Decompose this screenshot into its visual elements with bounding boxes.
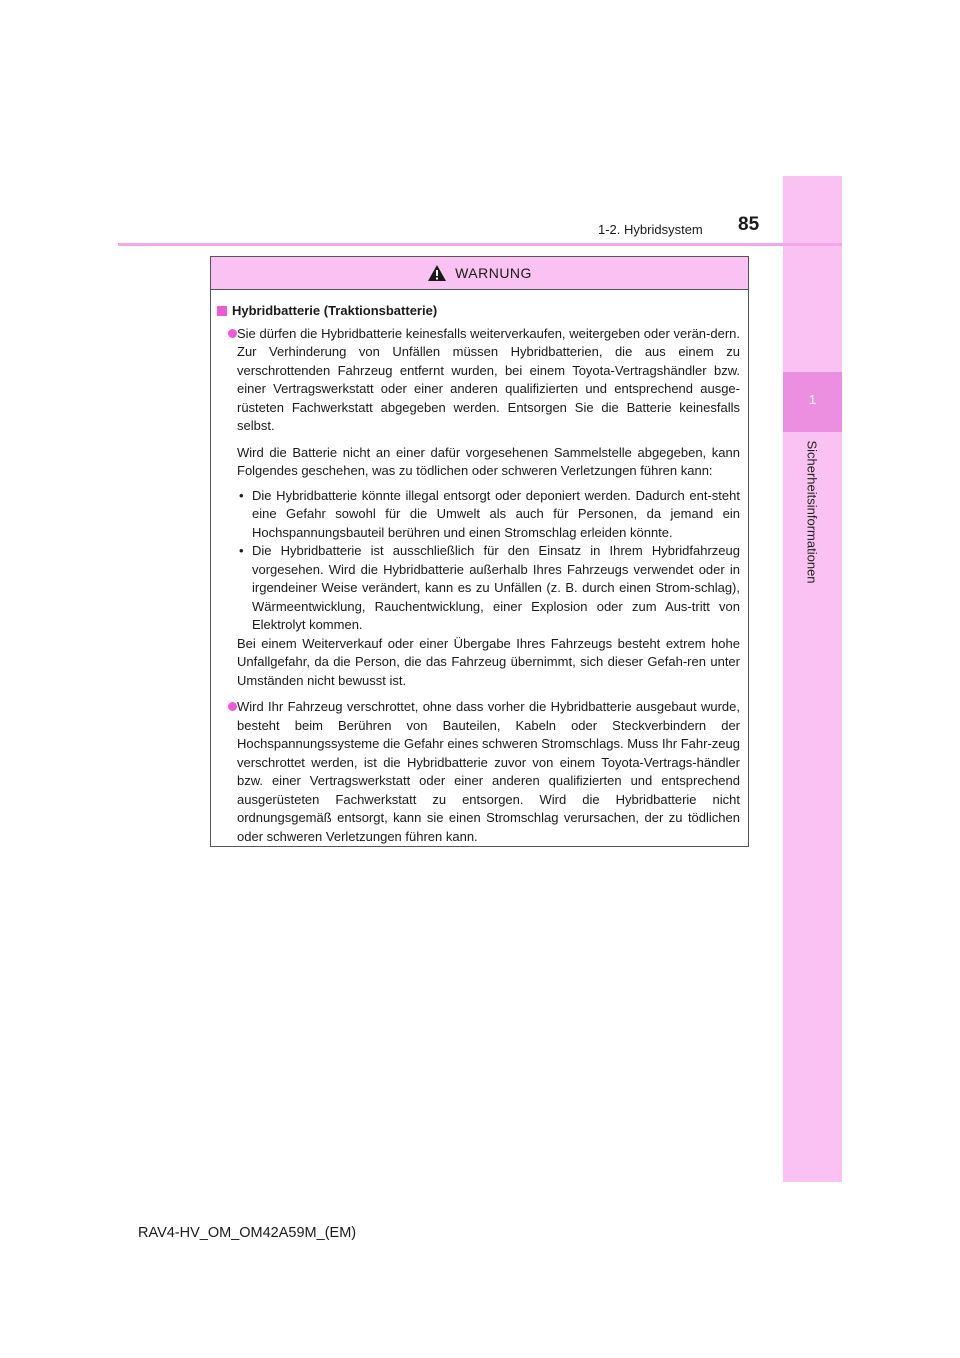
- page-number: 85: [738, 214, 760, 235]
- paragraph: Wird Ihr Fahrzeug verschrottet, ohne dass vorher die Hybridbatterie ausgebaut wurde, besteht beim Berühren von Bauteilen, Kabeln oder Steckverbindern der Hochspannungssysteme die Gefahr eines schweren Stromschlags. Muss Ihr Fahr-zeug verschrottet werden, ist die Hybridbatterie zuvor von einem Toyota-Vertrags-händler bzw. einer Vertragswerkstatt oder einer anderen qualifizierten und entsprechend ausgerüsteten Fachwerkstatt zu entsorgen. Wird die Hybridbatterie nicht ordnungsgemäß entsorgt, kann sie einen Stromschlag verursachen, der zu tödlichen oder schweren Verletzungen führen kann.: [237, 699, 740, 844]
- side-tab: [783, 176, 842, 1182]
- header-rule: [118, 243, 842, 246]
- warning-title: WARNUNG: [455, 265, 532, 281]
- section-title: 1-2. Hybridsystem: [598, 222, 703, 237]
- paragraph: Sie dürfen die Hybridbatterie keinesfalls weiterverkaufen, weitergeben oder verän-dern. Zur Verhinderung von Unfällen müssen Hybridbatterien, die aus einem zu verschrottenden Fahrzeug entfernt wurden, bei einem Toyota-Vertragshändler bzw. einer Vertragswerkstatt oder einer anderen qualifizierten und entsprechend ausge-rüsteten Fachwerkstatt abgegeben werden. Entsorgen Sie die Batterie keinesfalls selbst.: [237, 325, 740, 433]
- circle-bullet-icon: [217, 698, 237, 846]
- circle-bullet-icon: [217, 325, 237, 691]
- footer-doc-code: RAV4-HV_OM_OM42A59M_(EM): [138, 1225, 357, 1241]
- warning-box: [210, 256, 749, 847]
- section-heading-text: Hybridbatterie (Traktionsbatterie): [232, 303, 438, 318]
- paragraph: Wird die Batterie nicht an einer dafür vorgesehenen Sammelstelle abgegeben, kann Folgendes geschehen, was zu tödlichen oder schweren Verletzungen führen kann:: [237, 444, 740, 478]
- section-heading: [217, 302, 740, 321]
- sub-list-item: [237, 487, 740, 543]
- sub-list-item: [237, 542, 740, 635]
- square-bullet-icon: [217, 306, 227, 316]
- sub-list-text: Die Hybridbatterie könnte illegal entsorgt oder deponiert werden. Dadurch ent-steht eine Gefahr sowohl für die Umwelt als auch für Personen, da jemand ein Hochspannungsbauteil berühren und einen Stromschlag erleiden könnte.: [252, 487, 740, 540]
- list-item: [217, 325, 740, 691]
- dot-bullet-icon: •: [239, 487, 244, 503]
- chapter-label: Sicherheitsinformationen: [804, 440, 820, 584]
- list-item: [217, 698, 740, 846]
- warning-header: [211, 257, 748, 290]
- chapter-number: 1: [808, 392, 817, 407]
- paragraph: Bei einem Weiterverkauf oder einer Übergabe Ihres Fahrzeugs besteht extrem hohe Unfallgefahr, da die Person, die das Fahrzeug übernimmt, sich dieser Gefah-ren unter Umständen nicht bewusst ist.: [237, 635, 740, 688]
- warning-triangle-icon: [427, 264, 447, 282]
- dot-bullet-icon: •: [239, 543, 244, 558]
- warning-body: [211, 290, 748, 846]
- sub-list-text: Die Hybridbatterie ist ausschließlich für den Einsatz in Ihrem Hybridfahrzeug vorgesehen. Wird die Hybridbatterie außerhalb Ihres Fahrzeugs verwendet oder in irgendeiner Weise verändert, kann es zu Unfällen (z. B. durch einen Strom-schlag), Wärmeentwicklung, Rauchentwicklung, einer Explosion oder zum Aus-tritt von Elektrolyt kommen.: [252, 543, 740, 632]
